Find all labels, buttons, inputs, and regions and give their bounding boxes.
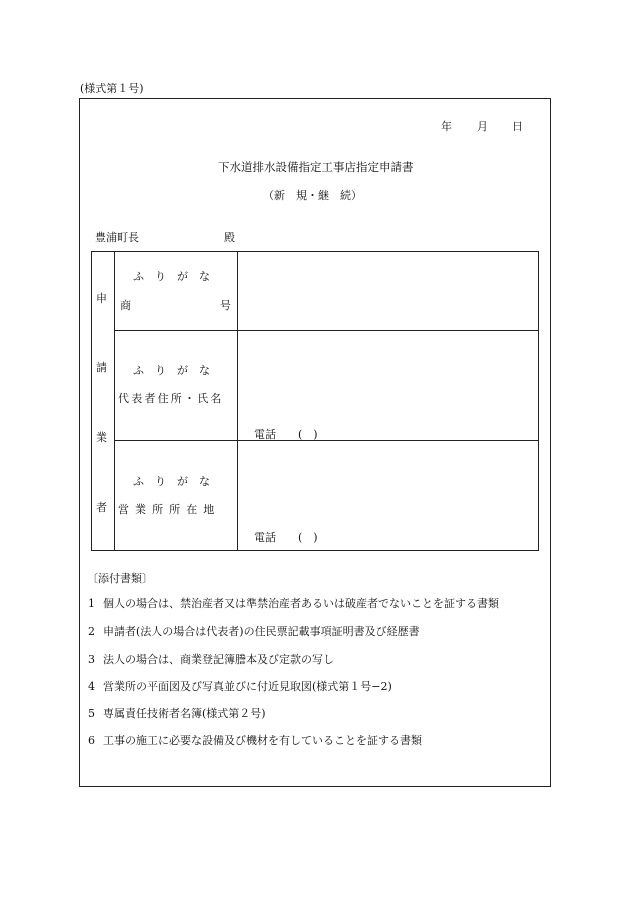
row-divider-2: [114, 440, 538, 441]
row2-label: 代表者住所・氏名: [118, 392, 224, 405]
attachment-num-1: 1: [88, 597, 95, 610]
addressee-honorific: 殿: [224, 231, 235, 244]
row3-phone: 電話 ( ): [254, 531, 318, 544]
side-char-1: 申: [96, 292, 107, 305]
attachment-num-4: 4: [88, 680, 95, 693]
attachment-num-2: 2: [88, 625, 95, 638]
attachments-heading: 〔添付書類〕: [87, 572, 153, 585]
date-month: 月: [477, 120, 488, 133]
attachment-num-6: 6: [88, 734, 95, 747]
row-divider-1: [114, 330, 538, 331]
document-subtitle: （新 規・継 続）: [263, 189, 362, 202]
side-char-4: 者: [96, 501, 107, 514]
addressee-name: 豊浦町長: [95, 231, 139, 244]
attachment-text-5: 専属責任技術者名簿(様式第２号): [103, 707, 266, 720]
form-number: (様式第１号): [80, 82, 144, 95]
attachment-text-2: 申請者(法人の場合は代表者)の住民票記載事項証明書及び経歴書: [103, 625, 420, 638]
attachment-num-5: 5: [88, 707, 95, 720]
attachment-num-3: 3: [88, 653, 95, 666]
date-year: 年: [441, 120, 452, 133]
row3-label: 営業所所在地: [118, 503, 221, 516]
row1-label-right: 号: [220, 299, 231, 312]
attachment-text-4: 営業所の平面図及び写真並びに付近見取図(様式第１号−2): [103, 680, 392, 693]
attachment-text-3: 法人の場合は、商業登記簿謄本及び定款の写し: [103, 653, 334, 666]
row1-furigana: ふ り が な: [133, 270, 210, 283]
attachment-text-1: 個人の場合は、禁治産者又は準禁治産者あるいは破産者でないことを証する書類: [103, 597, 499, 610]
row1-label-left: 商: [120, 299, 131, 312]
row3-furigana: ふ り が な: [133, 475, 210, 488]
attachment-text-6: 工事の施工に必要な設備及び機材を有していることを証する書類: [103, 734, 422, 747]
column-divider-label: [237, 252, 238, 550]
row2-furigana: ふ り が な: [133, 364, 210, 377]
side-char-2: 請: [96, 361, 107, 374]
side-char-3: 業: [96, 431, 107, 444]
row2-phone: 電話 ( ): [254, 428, 318, 441]
date-day: 日: [512, 120, 523, 133]
column-divider-side: [114, 252, 115, 550]
document-title: 下水道排水設備指定工事店指定申請書: [218, 160, 414, 174]
